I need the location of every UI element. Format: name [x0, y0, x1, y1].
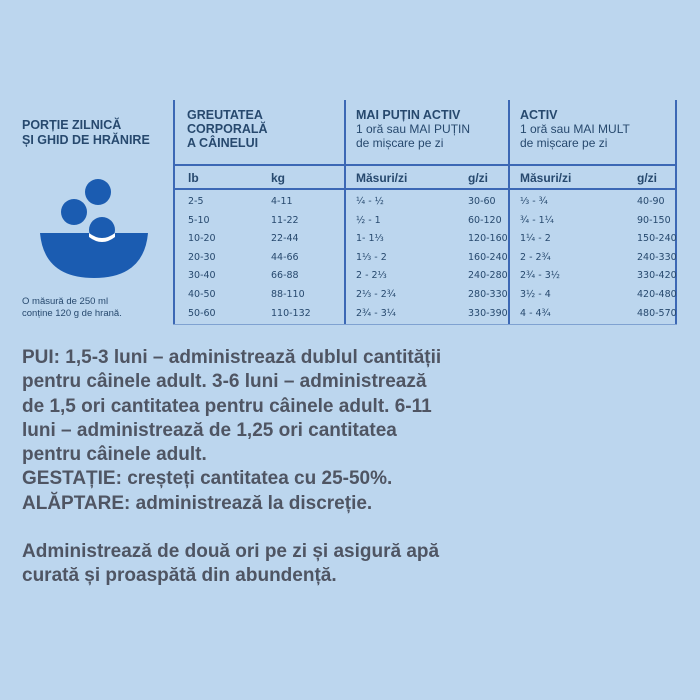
- weight-group-header: [187, 108, 268, 150]
- weight-header-line: GREUTATEA: [187, 108, 263, 122]
- separator-less-active: [344, 100, 346, 325]
- cell-lb: 2-5: [188, 196, 204, 207]
- cell-less-active-measures: 2⅓ - 2¾: [356, 289, 396, 300]
- active-header: ACTIV: [520, 108, 558, 122]
- cell-kg: 88-110: [271, 289, 305, 300]
- cell-less-active-measures: ¼ - ½: [356, 196, 384, 207]
- puppy-line: pentru câinele adult. 3-6 luni – administrează: [22, 371, 427, 393]
- cell-kg: 22-44: [271, 233, 299, 245]
- cell-active-grams: 240-330: [637, 251, 677, 263]
- cell-less-active-grams: 160-240: [468, 251, 508, 263]
- cell-kg: 44-66: [271, 251, 299, 263]
- cell-lb: 5-10: [188, 214, 210, 226]
- weight-header-line: CORPORALĂ: [187, 122, 268, 136]
- measure-note-line: conține 120 g de hrană.: [22, 308, 122, 319]
- advice-line: Administrează de două ori pe zi și asigură apă: [22, 541, 440, 563]
- cell-lb: 50-60: [188, 307, 216, 319]
- col-less-active-grams: g/zi: [468, 171, 488, 185]
- less-active-subtitle-line: 1 oră sau MAI PUȚIN: [356, 122, 471, 136]
- guide-title-line: PORȚIE ZILNICĂ: [22, 118, 122, 132]
- cell-lb: 30-40: [188, 270, 216, 282]
- cell-less-active-grams: 280-330: [468, 289, 508, 300]
- cell-less-active-grams: 30-60: [468, 196, 496, 207]
- cell-active-grams: 420-480: [637, 289, 677, 300]
- puppy-line: de 1,5 ori cantitatea pentru câinele adult. 6-11: [22, 395, 432, 417]
- cell-active-grams: 480-570: [637, 307, 677, 319]
- active-subtitle-line: de mișcare pe zi: [520, 136, 608, 150]
- cell-kg: 11-22: [271, 214, 299, 226]
- less-active-subtitle-line: de mișcare pe zi: [356, 136, 444, 150]
- cell-active-measures: ⅓ - ¾: [520, 196, 548, 207]
- cell-active-measures: 2¾ - 3½: [520, 270, 560, 282]
- active-subtitle: [520, 122, 630, 150]
- cell-kg: 66-88: [271, 270, 299, 282]
- cell-less-active-measures: 1- 1⅓: [356, 233, 384, 245]
- less-active-header: MAI PUȚIN ACTIV: [356, 108, 461, 122]
- paragraph-gap: [22, 516, 542, 540]
- cell-kg: 110-132: [271, 307, 311, 319]
- cell-less-active-grams: 120-160: [468, 233, 508, 245]
- weight-header-line: A CÂINELUI: [187, 136, 259, 150]
- active-subtitle-line: 1 oră sau MAI MULT: [520, 122, 630, 136]
- cell-less-active-measures: 2¾ - 3¼: [356, 307, 396, 319]
- puppy-line: pentru câinele adult.: [22, 444, 207, 466]
- cell-less-active-measures: 1⅓ - 2: [356, 251, 387, 263]
- measure-note-line: O măsură de 250 ml: [22, 296, 109, 307]
- cell-lb: 40-50: [188, 289, 216, 300]
- bowl-icon: [38, 178, 148, 282]
- cell-active-measures: 3½ - 4: [520, 289, 551, 300]
- cell-less-active-grams: 240-280: [468, 270, 508, 282]
- guide-title: [22, 118, 150, 148]
- col-less-active-measures: Măsuri/zi: [356, 171, 408, 185]
- col-kg: kg: [271, 171, 286, 185]
- cell-less-active-grams: 330-390: [468, 307, 508, 319]
- cell-active-measures: 1¼ - 2: [520, 233, 551, 245]
- cell-less-active-measures: 2 - 2⅓: [356, 270, 387, 282]
- col-active-measures: Măsuri/zi: [520, 171, 572, 185]
- advice-line: curată și proaspătă din abundență.: [22, 565, 337, 587]
- cell-less-active-grams: 60-120: [468, 214, 502, 226]
- separator-active: [508, 100, 510, 325]
- cell-active-measures: 2 - 2¾: [520, 251, 551, 263]
- cell-lb: 20-30: [188, 251, 216, 263]
- header-rule: [173, 164, 677, 166]
- separator-weight: [173, 100, 175, 325]
- column-header-rule: [173, 188, 677, 190]
- measure-note: [22, 296, 122, 320]
- cell-active-grams: 330-420: [637, 270, 677, 282]
- puppy-line: PUI: 1,5-3 luni – administrează dublul cantității: [22, 347, 442, 368]
- cell-kg: 4-11: [271, 196, 293, 207]
- cell-active-measures: ¾ - 1¼: [520, 214, 554, 226]
- puppy-line: luni – administrează de 1,25 ori cantitatea: [22, 419, 397, 441]
- lactation-line: ALĂPTARE: administrează la discreție.: [22, 492, 373, 514]
- cell-lb: 10-20: [188, 233, 216, 245]
- col-lb: lb: [188, 171, 199, 185]
- cell-active-grams: 150-240: [637, 233, 677, 245]
- feeding-guide-panel: [22, 100, 678, 326]
- guide-title-line: ȘI GHID DE HRĂNIRE: [22, 133, 150, 147]
- gestation-line: GESTAȚIE: creșteți cantitatea cu 25-50%.: [22, 468, 393, 490]
- less-active-subtitle: [356, 122, 470, 150]
- col-active-grams: g/zi: [637, 171, 657, 185]
- bottom-rule: [173, 324, 677, 325]
- cell-active-grams: 90-150: [637, 214, 671, 226]
- cell-active-grams: 40-90: [637, 196, 665, 207]
- cell-less-active-measures: ½ - 1: [356, 214, 381, 226]
- cell-active-measures: 4 - 4¾: [520, 307, 551, 319]
- instructions-text: [22, 346, 542, 589]
